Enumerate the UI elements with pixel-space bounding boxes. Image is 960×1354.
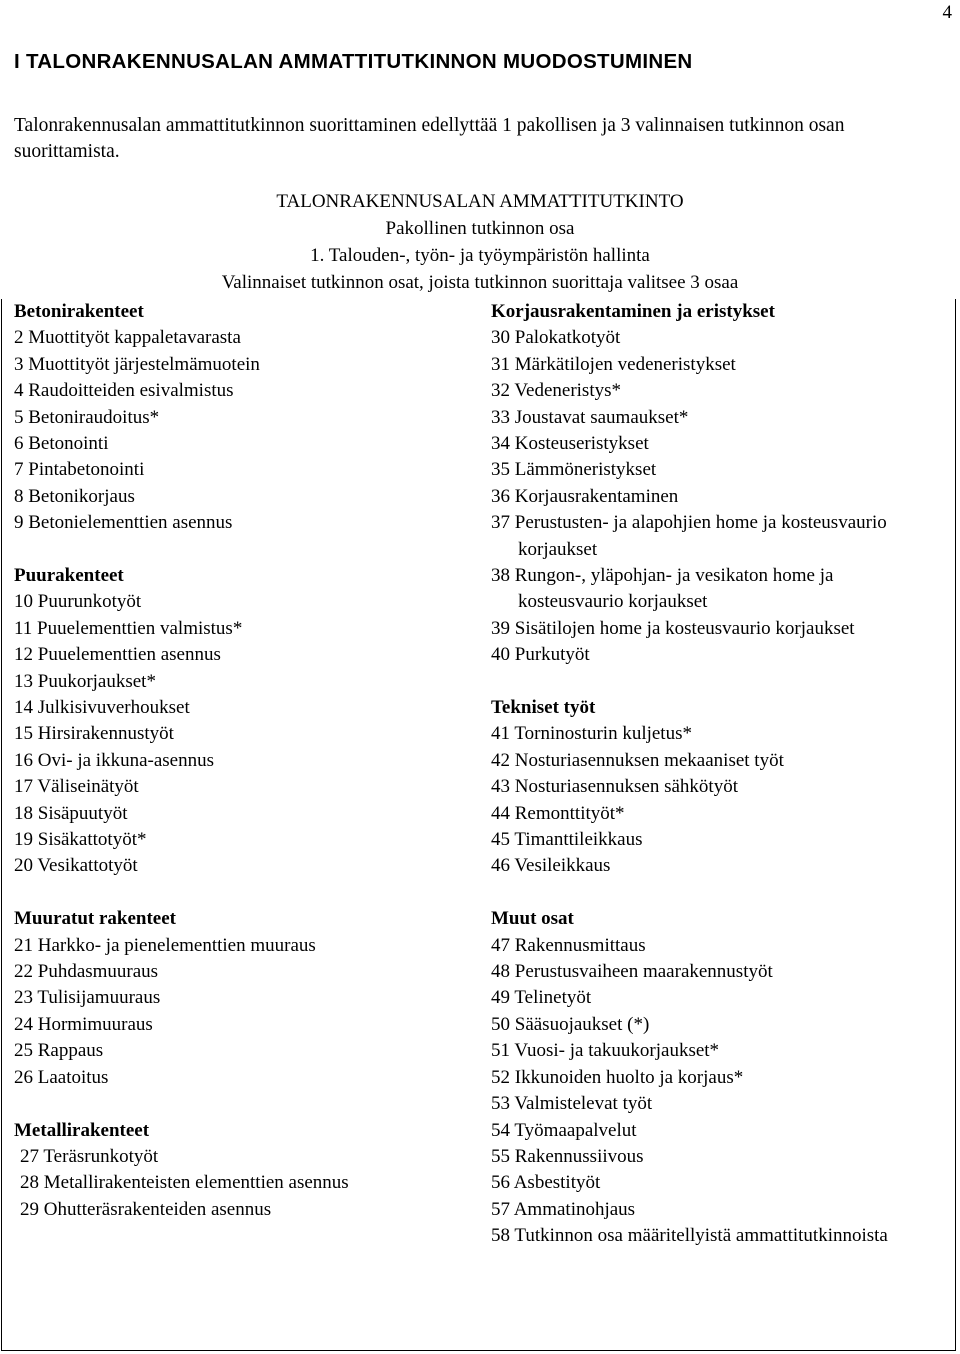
table-title: TALONRAKENNUSALAN AMMATTITUTKINTO [276, 191, 684, 212]
module-item: 33 Joustavat saumaukset* [491, 406, 689, 428]
category-title: Tekniset työt [491, 697, 596, 719]
module-item: 18 Sisäpuutyöt [14, 802, 128, 824]
module-item: 15 Hirsirakennustyöt [14, 723, 174, 745]
mandatory-item: 1. Talouden-, työn- ja työympäristön hallinta [310, 245, 650, 266]
module-item: 34 Kosteuseristykset [491, 433, 649, 455]
module-item: 41 Torninosturin kuljetus* [491, 723, 692, 745]
module-item: 58 Tutkinnon osa määritellyistä ammattitutkinnoista [491, 1225, 888, 1247]
module-item: 5 Betoniraudoitus* [14, 406, 160, 428]
module-item: 35 Lämmöneristykset [491, 459, 657, 481]
module-item: 28 Metallirakenteisten elementtien asennus [20, 1172, 349, 1194]
module-item: 55 Rakennussiivous [491, 1145, 644, 1167]
category-title: Metallirakenteet [14, 1119, 150, 1141]
module-item: 21 Harkko- ja pienelementtien muuraus [14, 934, 316, 956]
module-item: 38 Rungon-, yläpohjan- ja vesikaton home ja kosteusvaurio korjaukset [491, 565, 834, 613]
module-item: 4 Raudoitteiden esivalmistus [14, 380, 234, 402]
module-item: 31 Märkätilojen vedeneristykset [491, 353, 736, 375]
module-item: 6 Betonointi [14, 433, 109, 455]
module-item: 22 Puhdasmuuraus [14, 961, 159, 983]
category-title: Betonirakenteet [14, 301, 144, 322]
module-item: 16 Ovi- ja ikkuna-asennus [14, 749, 214, 771]
module-item: 50 Sääsuojaukset (*) [491, 1013, 650, 1035]
module-item: 14 Julkisivuverhoukset [14, 697, 190, 719]
left-column [14, 299, 474, 1223]
module-item: 12 Puuelementtien asennus [14, 644, 221, 666]
module-item: 32 Vedeneristys* [491, 380, 621, 402]
module-item: 48 Perustusvaiheen maarakennustyöt [491, 961, 773, 983]
module-item: 19 Sisäkattotyöt* [14, 829, 147, 851]
module-item: 40 Purkutyöt [491, 644, 590, 666]
category-title: Muuratut rakenteet [14, 908, 176, 930]
module-item: 39 Sisätilojen home ja kosteusvaurio korjaukset [491, 617, 855, 639]
module-item: 7 Pintabetonointi [14, 459, 145, 481]
module-item: 52 Ikkunoiden huolto ja korjaus* [491, 1066, 744, 1088]
page-heading: I TALONRAKENNUSALAN AMMATTITUTKINNON MUODOSTUMINEN [14, 50, 693, 73]
module-item: 24 Hormimuuraus [14, 1013, 153, 1035]
module-item: 27 Teräsrunkotyöt [20, 1145, 159, 1167]
module-item: 30 Palokatkotyöt [491, 327, 621, 349]
module-item: 13 Puukorjaukset* [14, 670, 156, 692]
optional-label: Valinnaiset tutkinnon osat, joista tutkinnon suorittaja valitsee 3 osaa [221, 272, 739, 293]
category-title: Puurakenteet [14, 565, 124, 587]
module-item: 44 Remonttityöt* [491, 802, 625, 824]
module-item: 37 Perustusten- ja alapohjien home ja kosteusvaurio korjaukset [491, 512, 887, 560]
intro-paragraph: Talonrakennusalan ammattitutkinnon suorittaminen edellyttää 1 pakollisen ja 3 valinnaisen tutkinnon osan suorittamista. [14, 115, 845, 162]
module-item: 11 Puuelementtien valmistus* [14, 617, 243, 639]
module-item: 2 Muottityöt kappaletavarasta [14, 327, 241, 349]
module-item: 20 Vesikattotyöt [14, 855, 138, 877]
module-item: 8 Betonikorjaus [14, 485, 135, 507]
module-item: 10 Puurunkotyöt [14, 591, 142, 613]
category-title: Muut osat [491, 908, 574, 930]
right-column [491, 299, 941, 1250]
module-item: 42 Nosturiasennuksen mekaaniset työt [491, 749, 784, 771]
module-item: 25 Rappaus [14, 1040, 104, 1062]
module-item: 29 Ohutteräsrakenteiden asennus [20, 1198, 272, 1220]
module-item: 43 Nosturiasennuksen sähkötyöt [491, 776, 738, 798]
module-item: 56 Asbestityöt [491, 1172, 601, 1194]
module-item: 17 Väliseinätyöt [14, 776, 139, 798]
module-item: 3 Muottityöt järjestelmämuotein [14, 353, 260, 375]
category-title: Korjausrakentaminen ja eristykset [491, 301, 775, 322]
module-item: 51 Vuosi- ja takuukorjaukset* [491, 1040, 720, 1062]
mandatory-label: Pakollinen tutkinnon osa [385, 218, 575, 239]
module-item: 26 Laatoitus [14, 1066, 109, 1088]
module-item: 45 Timanttileikkaus [491, 829, 643, 851]
module-item: 9 Betonielementtien asennus [14, 512, 233, 534]
module-item: 36 Korjausrakentaminen [491, 485, 679, 507]
page-number: 4 [942, 2, 952, 23]
module-item: 23 Tulisijamuuraus [14, 987, 161, 1009]
module-item: 47 Rakennusmittaus [491, 934, 646, 956]
module-item: 54 Työmaapalvelut [491, 1119, 637, 1141]
module-item: 57 Ammatinohjaus [491, 1198, 636, 1220]
module-item: 49 Telinetyöt [491, 987, 592, 1009]
module-item: 53 Valmistelevat työt [491, 1093, 653, 1115]
module-item: 46 Vesileikkaus [491, 855, 611, 877]
